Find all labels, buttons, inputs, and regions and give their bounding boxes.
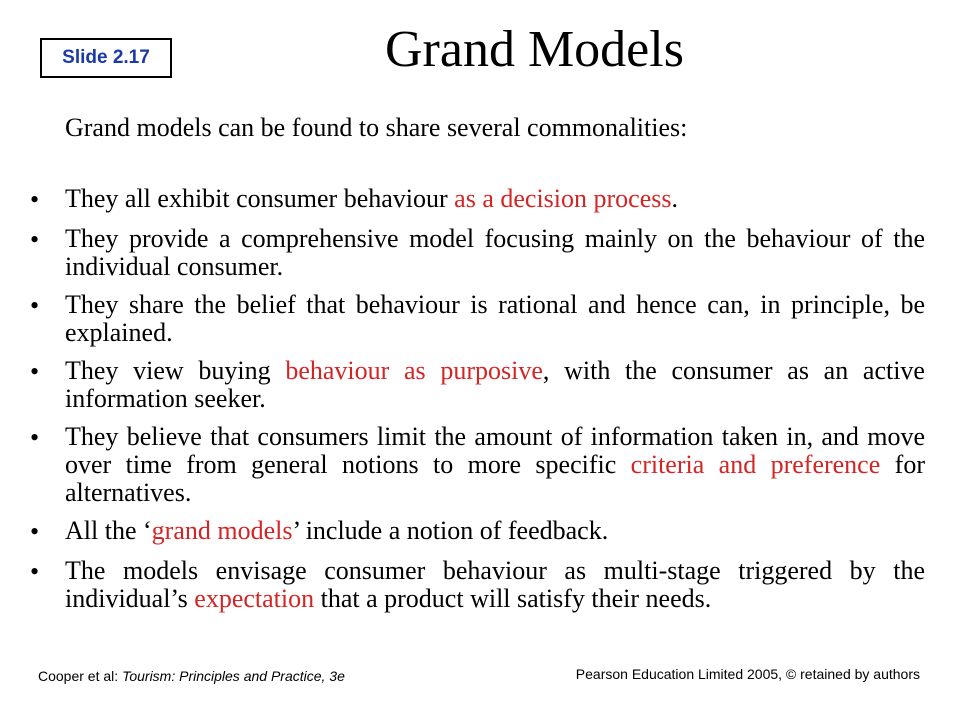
highlight-text: as a decision process [454,184,672,213]
highlight-text: expectation [194,584,315,613]
slide-title: Grand Models [385,21,684,78]
intro-text: Grand models can be found to share several commonalities: [65,113,688,142]
bullet-text: They view buying behaviour as purposive, with the consumer as an active information seeker. [65,356,925,413]
bullet-marker: • [30,423,40,452]
slide-number-badge: Slide 2.17 [40,38,172,78]
bullet-text: All the ‘grand models’ include a notion of feedback. [65,516,609,545]
bullet-item [30,185,925,215]
bullet-item [30,557,925,613]
bullet-text: The models envisage consumer behaviour as multi-stage triggered by the individual’s expectation that a product will satisfy their needs. [65,556,925,613]
bullet-item [30,225,925,281]
bullet-item [30,357,925,413]
bullet-text: They all exhibit consumer behaviour as a decision process. [65,184,678,213]
bullet-marker: • [30,517,40,546]
bullet-marker: • [30,185,40,214]
bullet-marker: • [30,291,40,320]
highlight-text: criteria and preference [630,450,881,479]
bullet-text: They provide a comprehensive model focusing mainly on the behaviour of the individual consumer. [65,224,925,281]
bullet-item [30,423,925,507]
bullet-text: They believe that consumers limit the amount of information taken in, and move over time from general notions to more specific criteria and preference for alternatives. [65,422,925,507]
highlight-text: grand models [151,516,293,545]
footer-citation: Cooper et al: Tourism: Principles and Practice, 3e [38,668,345,684]
bullet-text: They share the belief that behaviour is rational and hence can, in principle, be explained. [65,290,925,347]
bullet-item [30,517,925,547]
highlight-text: behaviour as purposive [285,356,543,385]
bullet-item [30,291,925,347]
book-title: Tourism: Principles and Practice, 3e [122,668,345,684]
footer-copyright: Pearson Education Limited 2005, © retained by authors [575,666,920,682]
bullet-marker: • [30,357,40,386]
bullet-marker: • [30,225,40,254]
bullet-marker: • [30,557,40,586]
bullet-list [30,185,925,623]
